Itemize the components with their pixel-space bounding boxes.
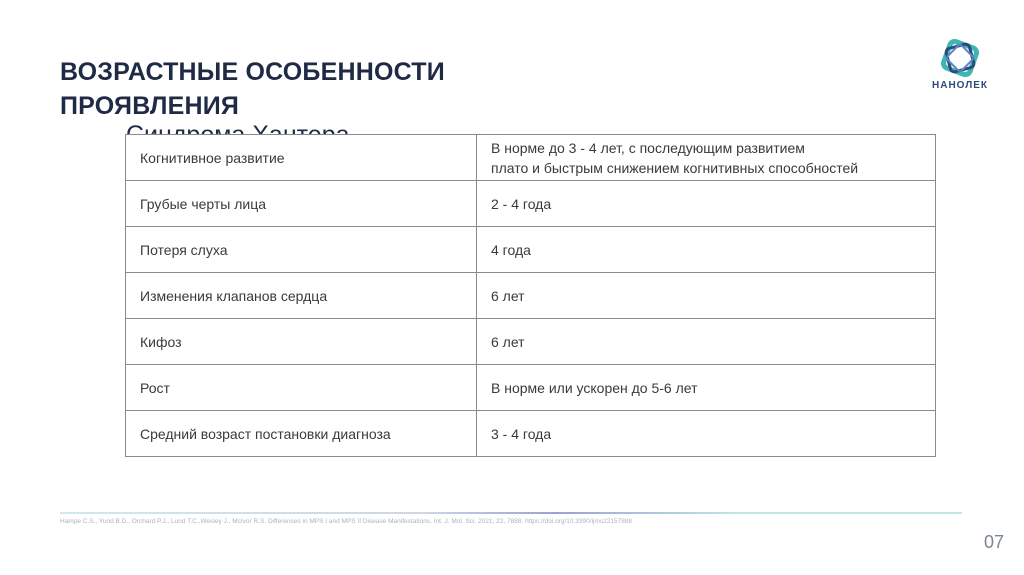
slide-subtitle [126, 120, 350, 134]
logo-wordmark: НАНОЛЕК [932, 80, 988, 91]
age-cell: 4 года [477, 227, 936, 273]
age-cell: В норме или ускорен до 5-6 лет [477, 365, 936, 411]
slide-title [60, 55, 445, 123]
table-row [126, 273, 936, 319]
age-features-table [125, 134, 936, 457]
feature-cell: Грубые черты лица [126, 181, 477, 227]
footer-divider [60, 512, 962, 514]
age-cell: 2 - 4 года [477, 181, 936, 227]
feature-cell: Кифоз [126, 319, 477, 365]
feature-cell: Средний возраст постановки диагноза [126, 411, 477, 457]
age-cell: 3 - 4 года [477, 411, 936, 457]
age-cell [477, 135, 936, 181]
age-cell: 6 лет [477, 273, 936, 319]
feature-cell: Изменения клапанов сердца [126, 273, 477, 319]
table-row [126, 227, 936, 273]
age-cell: 6 лет [477, 319, 936, 365]
page-number: 07 [983, 532, 1004, 552]
feature-cell: Когнитивное развитие [126, 135, 477, 181]
table-row [126, 365, 936, 411]
slide-title-line-2: ПРОЯВЛЕНИЯ [60, 92, 240, 120]
table-row [126, 411, 936, 457]
table-row [126, 181, 936, 227]
table-row [126, 319, 936, 365]
table-row [126, 135, 936, 181]
citation-footnote: Hampe C.S., Yund B.D., Orchard P.J., Lund T.C.,Wesley J., McIvor R.S. Differences in MPS I and MPS II Disease Manifestations. Int. J. Mol. Sci. 2021, 22, 7888. https://doi.org/10.3390/ijms22157888 [60, 518, 633, 525]
age-cell-line-1: В норме до 3 - 4 лет, с последующим развитием [491, 139, 805, 156]
age-cell-line-2: плато и быстрым снижением когнитивных способностей [491, 159, 859, 176]
feature-cell: Потеря слуха [126, 227, 477, 273]
slide-title-line-1: ВОЗРАСТНЫЕ ОСОБЕННОСТИ [60, 58, 445, 86]
feature-cell: Рост [126, 365, 477, 411]
